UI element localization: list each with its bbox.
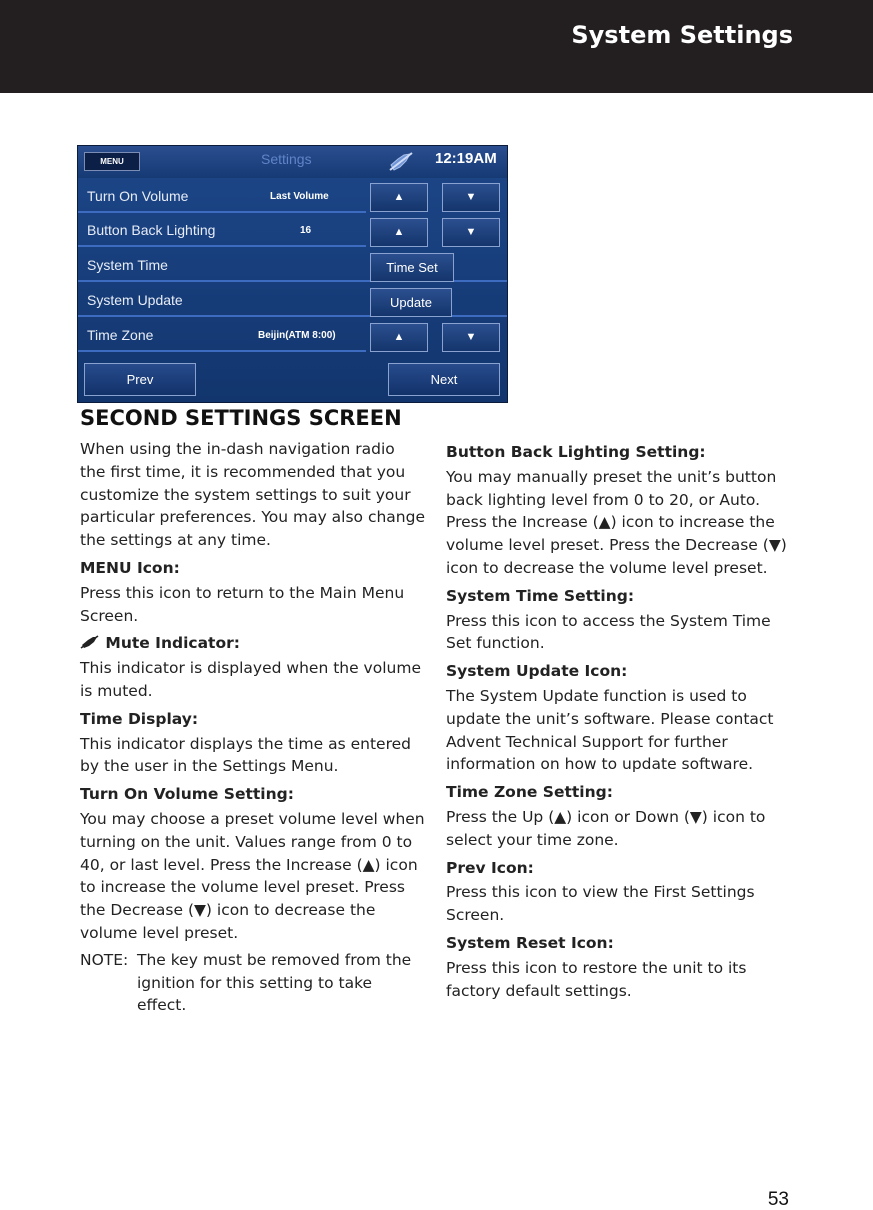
right-column (446, 436, 801, 1002)
volume-down-button[interactable]: ▼ (442, 183, 500, 212)
row-divider (78, 350, 366, 352)
time-display-title: Time Display: (80, 709, 199, 728)
turn-on-volume-body: You may choose a preset volume level when turning on the unit. Values range from 0 to 40, or last level. Press the Increase (▲) icon to increase the volume level preset. Press the Decrease (▼) icon to decrease the volume level preset. (80, 809, 425, 942)
next-button[interactable]: Next (388, 363, 500, 396)
mute-title-row (80, 632, 425, 655)
prev-icon-title: Prev Icon: (446, 858, 534, 877)
system-time-body: Press this icon to access the System Time Set function. (446, 611, 771, 653)
system-time-title: System Time Setting: (446, 586, 635, 605)
turn-on-volume-title: Turn On Volume Setting: (80, 785, 294, 804)
menu-button[interactable]: MENU (84, 152, 140, 171)
mute-body: This indicator is displayed when the volume is muted. (80, 659, 421, 700)
volume-up-button[interactable]: ▲ (370, 183, 428, 212)
header-bar (0, 0, 873, 93)
system-reset-title: System Reset Icon: (446, 933, 614, 952)
row-label: Button Back Lighting (87, 222, 216, 238)
intro-text: When using the in-dash navigation radio the first time, it is recommended that you customize the system settings to suit your particular preferences. You may also change the settings at any time. (80, 440, 425, 550)
section-heading: SECOND SETTINGS SCREEN (80, 406, 402, 430)
left-column (80, 436, 425, 1017)
row-value: Last Volume (270, 191, 329, 202)
time-set-button[interactable]: Time Set (370, 253, 454, 282)
time-display-body: This indicator displays the time as entered by the user in the Settings Menu. (80, 734, 411, 776)
mute-indicator-icon (80, 635, 100, 649)
mute-title: Mute Indicator: (105, 634, 240, 653)
mute-icon (388, 151, 414, 173)
prev-icon-body: Press this icon to view the First Settings Screen. (446, 883, 755, 925)
row-label: Turn On Volume (87, 188, 189, 204)
time-zone-title: Time Zone Setting: (446, 783, 613, 802)
note-body: The key must be removed from the ignition for this setting to take effect. (137, 950, 412, 1015)
row-value: Beijin(ATM 8:00) (258, 330, 336, 341)
time-zone-body: Press the Up (▲) icon or Down (▼) icon to select your time zone. (446, 807, 766, 849)
update-button[interactable]: Update (370, 288, 452, 317)
backlight-up-button[interactable]: ▲ (370, 218, 428, 247)
device-top-bar (78, 146, 508, 178)
note-label: NOTE: (80, 950, 129, 969)
row-label: System Time (87, 257, 168, 273)
page-title: System Settings (571, 21, 793, 49)
row-value: 16 (300, 225, 312, 236)
time-display: 12:19AM (435, 150, 497, 167)
row-divider (78, 245, 366, 247)
page-number: 53 (767, 1189, 789, 1210)
backlight-down-button[interactable]: ▼ (442, 218, 500, 247)
row-divider (78, 211, 366, 213)
button-back-lighting-title: Button Back Lighting Setting: (446, 443, 706, 461)
system-reset-body: Press this icon to restore the unit to its factory default settings. (446, 958, 747, 1000)
timezone-up-button[interactable]: ▲ (370, 323, 428, 352)
device-title: Settings (261, 151, 312, 167)
menu-icon-title: MENU Icon: (80, 558, 180, 577)
button-back-lighting-body: You may manually preset the unit’s button back lighting level from 0 to 20, or Auto. Press the Increase (▲) icon to increase the volume level preset. Press the Decrease (▼) icon to decrease the volume level preset. (446, 467, 787, 577)
note (80, 949, 425, 1017)
timezone-down-button[interactable]: ▼ (442, 323, 500, 352)
row-label: System Update (87, 292, 183, 308)
prev-button[interactable]: Prev (84, 363, 196, 396)
device-screenshot (77, 145, 508, 403)
menu-icon-body: Press this icon to return to the Main Menu Screen. (80, 583, 405, 625)
row-label: Time Zone (87, 327, 154, 343)
system-update-body: The System Update function is used to update the unit’s software. Please contact Advent Technical Support for further information on how to update software. (446, 686, 774, 774)
system-update-title: System Update Icon: (446, 662, 628, 681)
